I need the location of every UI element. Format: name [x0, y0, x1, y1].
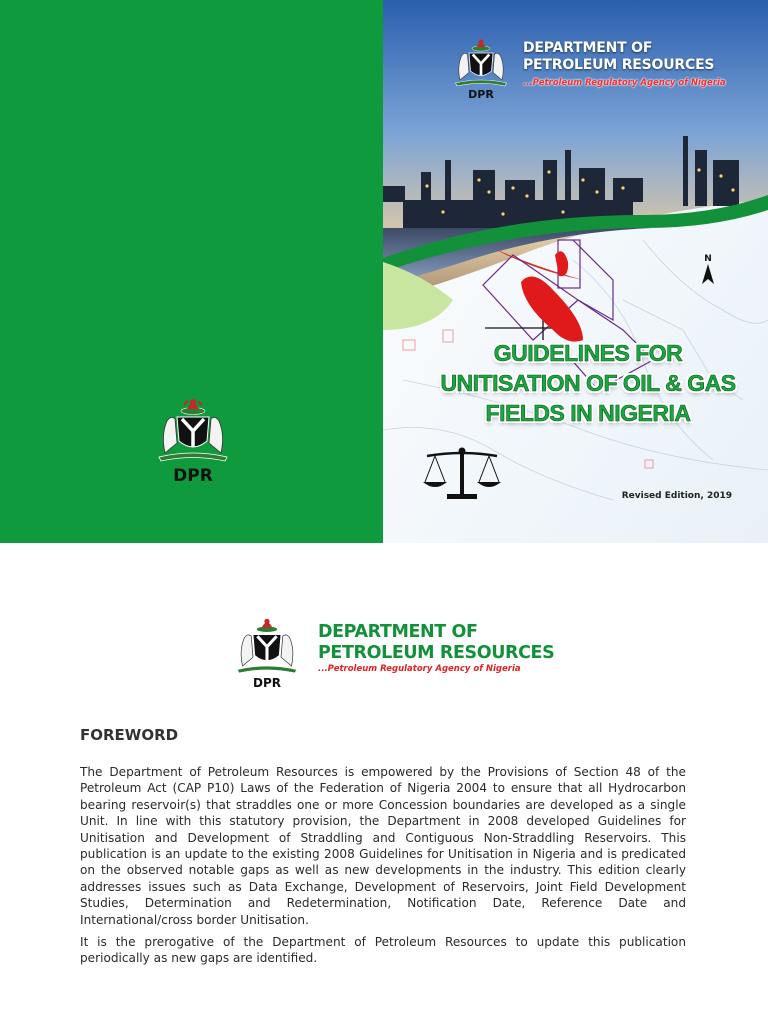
dpr-acronym: DPR: [253, 676, 281, 690]
agency-name-line2: PETROLEUM RESOURCES: [318, 643, 555, 663]
agency-tagline: ...Petroleum Regulatory Agency of Nigeria: [523, 78, 726, 88]
foreword-page: [0, 543, 768, 1024]
title-line-1: GUIDELINES FOR: [493, 340, 683, 366]
dpr-acronym: DPR: [468, 88, 494, 101]
agency-tagline: ...Petroleum Regulatory Agency of Nigeria: [318, 664, 521, 674]
foreword-paragraph-2: It is the prerogative of the Department of Petroleum Resources to update this publication periodically as new gaps are identified.: [80, 935, 686, 966]
foreword-paragraph-1: The Department of Petroleum Resources is empowered by the Provisions of Section 48 of the Petroleum Act (CAP P10) Laws of the Federation of Nigeria 2004 to ensure that all Hydrocarbon bearing reservoir(s) that straddles one or more Concession boundaries are developed as a single Unit. In line with this statutory provision, the Department in 2008 developed Guidelines for Unitisation and Development of Straddling and Contiguous Non-Straddling Reservoirs. This publication is an update to the existing 2008 Guidelines for Unitisation in Nigeria and is predicated on the observed notable gaps as well as new developments in the industry. This edition clearly addresses issues such as Data Exchange, Development of Reservoirs, Joint Field Development Studies, Determination and Redetermination, Notification Date, Reference Date and International/cross border Unitisation.: [80, 765, 686, 927]
back-cover: [0, 0, 383, 543]
agency-name-line1: DEPARTMENT OF: [523, 40, 653, 56]
agency-name: [318, 622, 578, 675]
title-line-2: UNITISATION OF OIL & GAS: [440, 370, 736, 396]
foreword-body: [80, 764, 686, 973]
north-label: N: [704, 254, 712, 264]
foreword-heading: FOREWORD: [80, 726, 179, 744]
agency-name-line1: DEPARTMENT OF: [318, 622, 478, 642]
front-cover: [383, 0, 768, 543]
coat-of-arms-icon: [232, 615, 302, 675]
document-title: [423, 338, 753, 428]
scales-of-justice-icon: [421, 446, 503, 502]
title-line-3: FIELDS IN NIGERIA: [485, 400, 691, 426]
coat-of-arms-icon: [153, 395, 233, 463]
agency-name-line2: PETROLEUM RESOURCES: [523, 57, 715, 73]
coat-of-arms-icon: [451, 36, 511, 88]
agency-name: [523, 40, 763, 92]
edition-label: Revised Edition, 2019: [621, 491, 732, 501]
dpr-acronym: DPR: [173, 466, 213, 486]
north-arrow-icon: [699, 252, 717, 286]
